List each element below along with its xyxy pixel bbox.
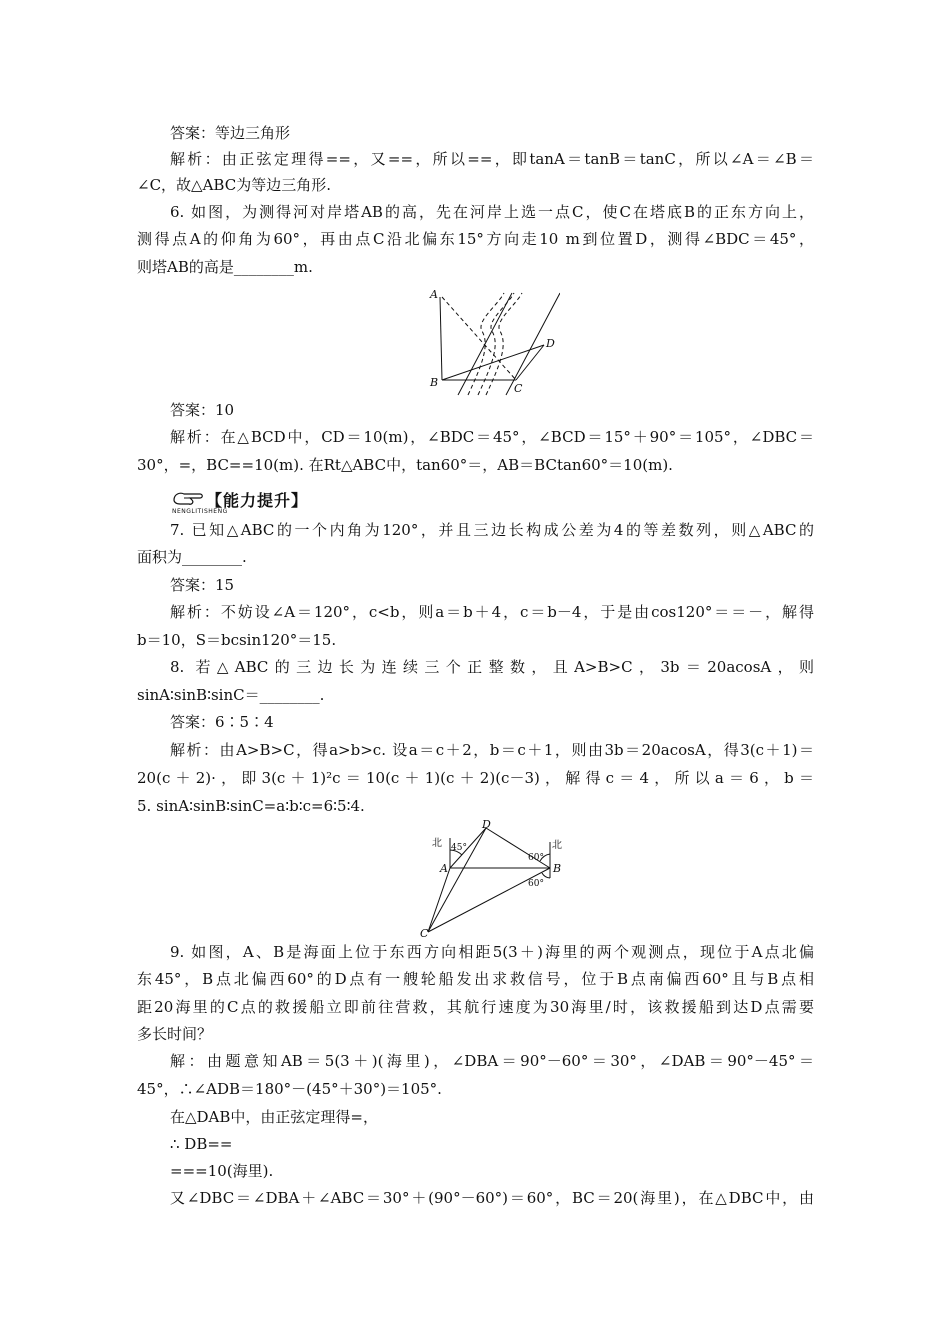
answer-7: 答案：15 — [170, 576, 235, 594]
problem-6-line1: 6. 如图，为测得河对岸塔AB的高，先在河岸上选一点C，使C在塔底B的正东方向上， — [170, 203, 814, 221]
problem-7-line1: 7. 已知△ABC的一个内角为120°，并且三边长构成公差为4的等差数列，则△ABC的 — [170, 521, 814, 539]
problem-6-line2: 测得点A的仰角为60°，再由点C沿北偏东15°方向走10 m到位置D，测得∠BDC＝45°， — [137, 230, 814, 248]
problem-9-line4: 多长时间？ — [137, 1025, 213, 1043]
label-A2: A — [440, 862, 448, 875]
solution-9-line3: 在△DAB中，由正弦定理得=， — [170, 1108, 378, 1126]
tower-line — [440, 297, 442, 380]
analysis-5-line2: ∠C，故△ABC为等边三角形. — [137, 176, 331, 194]
label-B: B — [430, 376, 439, 389]
problem-9-line1: 9. 如图，A、B是海面上位于东西方向相距5(3＋)海里的两个观测点，现位于A点北偏 — [170, 943, 814, 961]
tower-river-figure — [420, 285, 560, 401]
problem-8-line1: 8. 若△ABC的三边长为连续三个正整数，且A>B>C，3b＝20acosA，则 — [170, 658, 814, 676]
solution-9-line2: 45°，∴∠ADB＝180°－(45°＋30°)＝105°. — [137, 1080, 442, 1098]
label-B2: B — [553, 862, 562, 875]
analysis-7-line2: b＝10，S＝bcsin120°＝15. — [137, 631, 337, 649]
problem-7-line2: 面积为________. — [137, 548, 247, 566]
label-D: D — [546, 337, 555, 350]
north-label-A: 北 — [432, 838, 442, 849]
problem-9-line3: 距20海里的C点的救援船立即前往营救，其航行速度为30海里/时，该救援船到达D点需要 — [137, 998, 814, 1016]
analysis-5-line1: 解析：由正弦定理得==，又==，所以==，即tanA＝tanB＝tanC，所以∠A＝∠B＝ — [170, 150, 814, 168]
angle-60-upper-label: 60° — [528, 853, 544, 863]
problem-9-line2: 东45°，B点北偏西60°的D点有一艘轮船发出求救信号，位于B点南偏西60°且与B点相 — [137, 970, 814, 988]
rescue-triangle-figure — [420, 820, 570, 938]
analysis-8-line1: 解析：由A>B>C，得a>b>c. 设a＝c＋2，b＝c＋1，则由3b＝20acosA，得3(c＋1)＝ — [170, 741, 814, 759]
pointing-hand-icon — [172, 488, 206, 508]
analysis-8-line2: 20(c＋2)·，即3(c＋1)²c＝10(c＋1)(c＋2)(c－3)，解得c＝4，所以a＝6，b＝ — [137, 769, 814, 787]
problem-6-line3: 则塔AB的高是________m. — [137, 258, 313, 276]
answer-6: 答案：10 — [170, 401, 235, 419]
answer-8: 答案：6∶5∶4 — [170, 713, 274, 731]
solution-9-line6: 又∠DBC＝∠DBA＋∠ABC＝30°＋(90°－60°)＝60°，BC＝20(海里)，在△DBC中，由 — [170, 1189, 814, 1207]
section-title: 【能力提升】 — [206, 491, 309, 510]
analysis-6-line1: 解析：在△BCD中，CD＝10(m)，∠BDC＝45°，∠BCD＝15°＋90°＝105°，∠DBC＝ — [170, 428, 814, 446]
solution-9-line1: 解：由题意知AB＝5(3＋)(海里)，∠DBA＝90°－60°＝30°，∠DAB＝90°－45°＝ — [170, 1052, 814, 1070]
label-A: A — [430, 288, 438, 301]
answer-5: 答案：等边三角形 — [170, 124, 291, 142]
section-pinyin: NENGLITISHENG — [172, 508, 228, 515]
label-C: C — [514, 382, 523, 395]
solution-9-line4: ∴ DB== — [170, 1135, 233, 1153]
analysis-7-line1: 解析：不妨设∠A＝120°，c<b，则a＝b＋4，c＝b－4，于是由cos120°＝＝－，解得 — [170, 603, 814, 621]
angle-45-label: 45° — [451, 843, 467, 853]
analysis-6-line2: 30°，=，BC==10(m). 在Rt△ABC中，tan60°＝，AB＝BCtan60°＝10(m). — [137, 456, 673, 474]
north-label-B: 北 — [552, 840, 562, 851]
problem-8-line2: sinA∶sinB∶sinC＝________. — [137, 686, 325, 704]
analysis-8-line3: 5. sinA∶sinB∶sinC=a∶b∶c=6∶5∶4. — [137, 797, 365, 815]
label-C2: C — [420, 927, 429, 938]
solution-9-line5: ===10(海里). — [170, 1162, 274, 1180]
label-D2: D — [482, 820, 491, 831]
section-heading — [172, 486, 372, 514]
angle-60-lower-label: 60° — [528, 879, 544, 889]
